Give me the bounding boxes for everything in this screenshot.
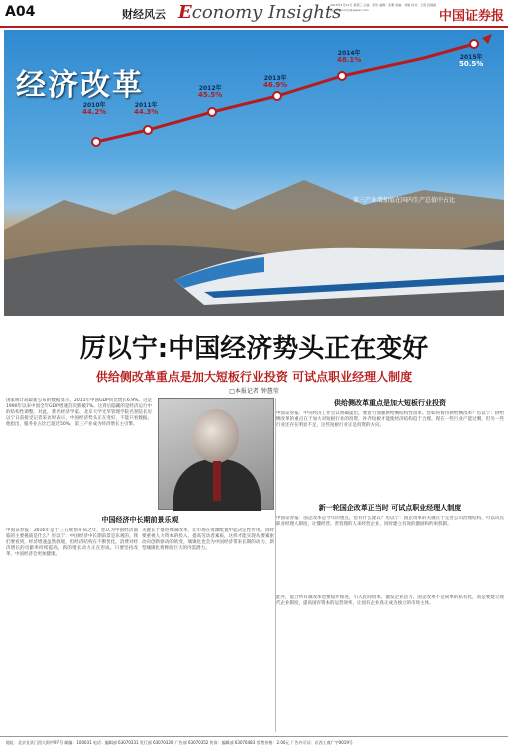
point-2010 [92,138,100,146]
point-2014 [338,72,346,80]
section-title: 供给侧改革重点是加大短板行业投资 [334,399,446,407]
article-headline: 厉以宁:中国经济势头正在变好 [79,334,429,364]
column-divider [275,398,276,732]
point-2015 [470,40,478,48]
english-initial: E [178,2,192,23]
point-2011 [144,126,152,134]
point-label-2011: 2011年 44.3% [134,102,159,116]
point-label-2010: 2010年 44.2% [82,102,107,116]
section-soe-reform-cont [276,592,504,723]
section-outlook [6,515,274,728]
banner-graphic [4,30,504,316]
page-header [0,0,508,28]
banner-title: 经济改革 [16,68,144,103]
portrait-head [193,409,239,463]
column-english-title [178,2,341,23]
point-label-2014: 2014年 48.1% [337,50,362,64]
section-title: 新一轮国企改革正当时 可试点职业经理人制度 [318,504,462,512]
section-soe-reform [276,503,504,588]
section-text: 中国证券报：国企改革是今年的重点，您有什么建议？厉以宁：国企改革的关键在于完善公司治理结构，可以试点职业经理人制度，让懂经营、善管理的人来经营企业，同时建立有效的激励和约束机制。 [276,516,504,527]
section-text-col2: 关键在于推进体制改革，让市场在资源配置中起决定性作用。同时要重视人力资本的投入，提高劳动者素质，这样才能实现从要素驱动向创新驱动的转变。城镇化也会为中国经济带来长期的动力，新型城镇化将释放巨大的内需潜力。 [142,528,274,551]
section-supply-side [276,398,504,511]
point-label-2013: 2013年 46.9% [263,75,288,89]
section-text-col1: 中国证券报：2016年是十三五规划开局之年，您认为中国经济面临的主要挑战是什么？厉以宁：中国经济中长期前景是乐观的。我们要看到，经济增速虽然放缓，但经济结构在不断优化，消费对经济增长的贡献率持续提高，新的增长动力正在形成。只要坚持改革，中国经济会更加健康。 [6,528,138,557]
column-name: 财经风云 [122,8,166,21]
section-text: 此外，混合所有制改革也要稳步推进，引入民间资本，激发企业活力。国企改革不是简单的私有化，而是要建立现代企业制度，提高国有资本的运营效率，让国有企业真正成为独立的市场主体。 [276,595,504,606]
portrait-photo [158,398,274,510]
page-footer: 地址：北京宣武门西大街甲97号 邮编：100031 电话：编辑部 63070331 发行部 63070320 广告部 63070352 传真：编辑部 63070483 零售价格：2.00元 广告许可证：京西工商广字0019号 [0,736,508,750]
section-title: 中国经济中长期前景乐观 [101,516,179,524]
article-byline: □本报记者 钟慧莹 [229,388,279,395]
point-2012 [208,108,216,116]
point-label-2012: 2012年 45.5% [198,85,223,99]
paper-name: 中国证券报 [438,9,504,24]
article-lead: 国家统计局最新公布的数据显示，2015年中国GDP同比增长6.9%。这是1990年以来中国全年GDP增速首次跌破7%。这背后隐藏的是经济运行中的结构性调整。对此，著名经济学家、北京大学光华管理学院名誉院长厉以宁日前接受记者采访时表示，中国经济势头正在变好，不能只看数据。他指出，服务业占比已超过50%，第三产业成为经济增长主引擎。 [6,398,152,427]
portrait-tie [213,461,221,501]
header-meta: 2015年1月21日 星期三 主编：李彤 编辑：张雅 美编：刘瑞 校对：王毅 投稿邮箱：economy@paper.com [330,3,437,12]
english-rest: conomy Insights [191,2,342,23]
point-label-2015: 2015年 50.5% [459,54,484,68]
banner-caption: 第三产业增加值在国内生产总值中占比 [353,197,456,204]
section-text: 中国证券报：中央经济工作会议明确提出，要着力加强供给侧结构性改革。您如何看待供给侧改革？厉以宁：供给侧改革的重点在于加大对短板行业的投资，补齐短板才能使经济结构趋于合理。现在一些行业产能过剩，但另一些行业还存在明显不足，这些短板行业正是投资的方向。 [276,411,504,428]
article-subhead: 供给侧改革重点是加大短板行业投资 可试点职业经理人制度 [95,370,413,384]
page-number: A04 [5,4,36,20]
point-2013 [273,92,281,100]
